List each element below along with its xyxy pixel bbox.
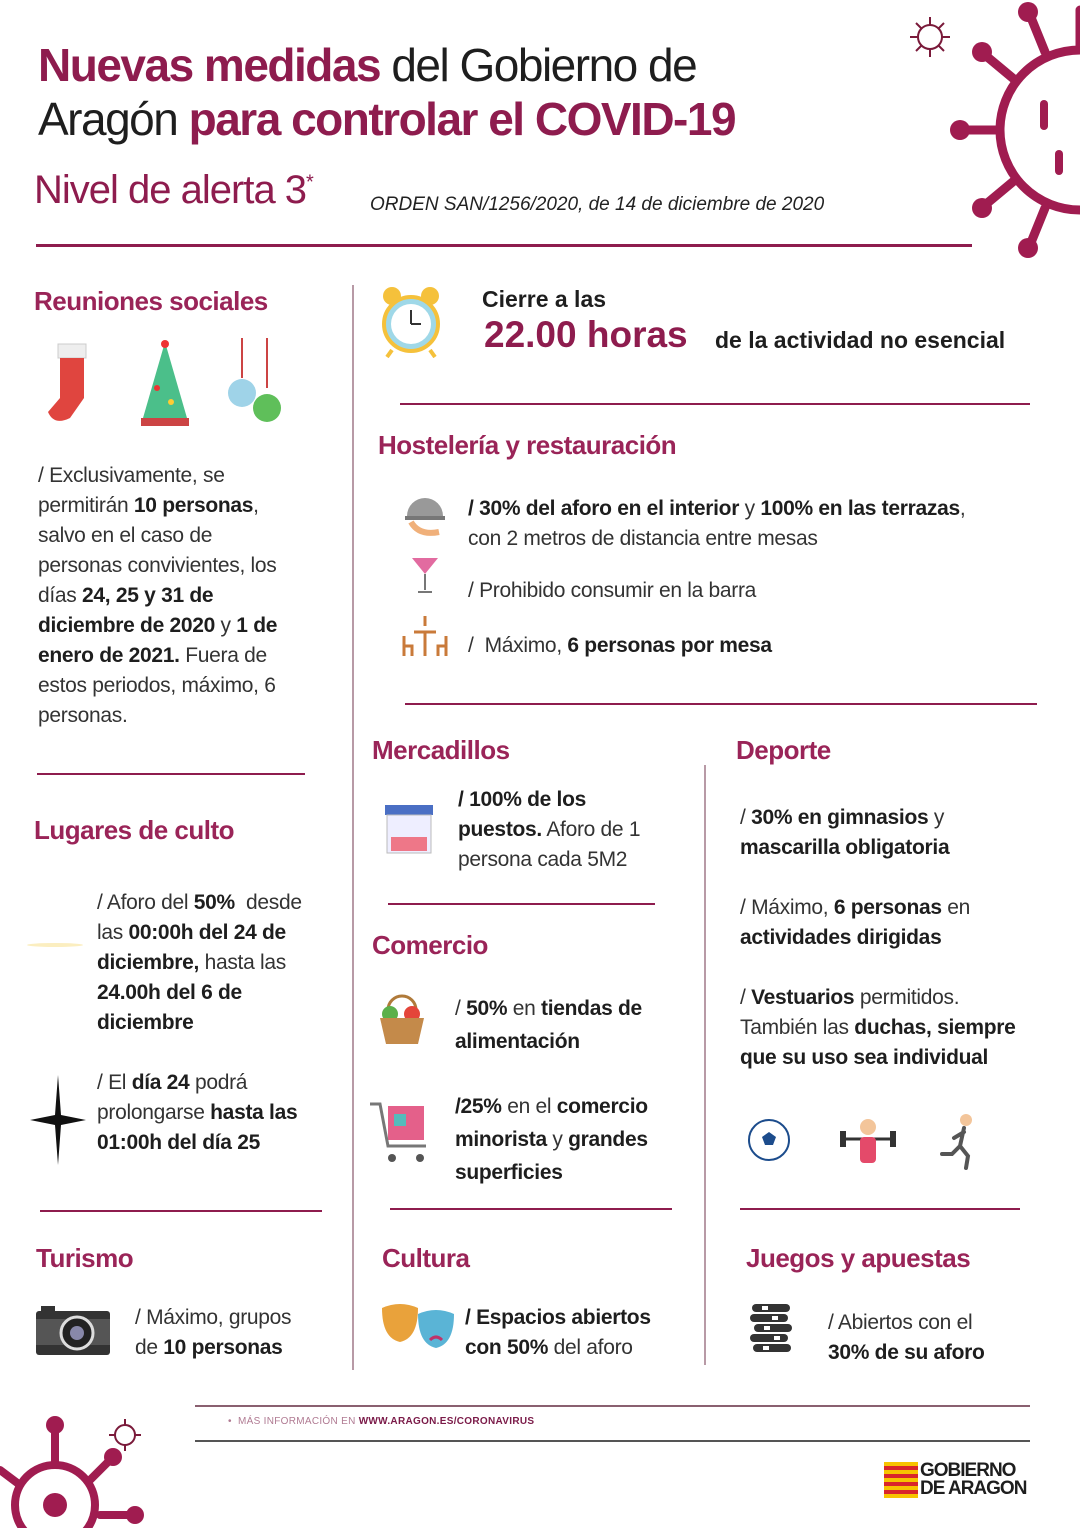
bold-text: actividades dirigidas xyxy=(740,926,942,949)
text: en xyxy=(507,997,542,1020)
text-line xyxy=(455,1025,642,1058)
column-divider-left xyxy=(352,285,354,1370)
text-line xyxy=(468,631,772,661)
text-line xyxy=(828,1308,985,1338)
text: con 2 metros de distancia entre mesas xyxy=(468,527,818,550)
text: , xyxy=(253,494,259,517)
text-line xyxy=(38,93,735,145)
shopping-cart-icon xyxy=(368,1100,432,1166)
text: , xyxy=(959,497,966,520)
reuniones-heading: Reuniones sociales xyxy=(34,286,268,316)
text-line xyxy=(38,491,277,521)
bold-text: / 30% del aforo en el interior xyxy=(468,497,740,520)
text: prolongarse xyxy=(97,1101,211,1124)
text-line xyxy=(38,551,277,581)
text: salvo en el caso de xyxy=(38,524,213,547)
text: / Abiertos con el xyxy=(828,1311,973,1334)
text: en xyxy=(941,896,971,919)
text: y xyxy=(546,1128,569,1151)
deporte-item-2 xyxy=(740,893,970,953)
text: personas convivientes, los xyxy=(38,554,277,577)
mercadillos-heading: Mercadillos xyxy=(372,735,510,765)
text: las xyxy=(97,921,129,944)
text-line xyxy=(468,524,965,554)
bold-text: / 100% de los xyxy=(458,788,586,811)
text-line xyxy=(465,1303,651,1333)
bold-text: 6 personas por mesa xyxy=(567,634,772,657)
bold-text: que su uso sea individual xyxy=(740,1046,989,1069)
logo-line-2: DE ARAGON xyxy=(920,1478,1027,1499)
soccer-ball-icon xyxy=(747,1118,791,1162)
text-line xyxy=(38,521,277,551)
text-line xyxy=(455,992,642,1025)
text: desde xyxy=(234,891,302,914)
text-line xyxy=(740,893,970,923)
text: permitidos. xyxy=(854,986,960,1009)
candle-glow-icon xyxy=(25,925,85,965)
bold-text: alimentación xyxy=(455,1030,580,1053)
text-line xyxy=(97,978,302,1008)
text: / El xyxy=(97,1071,132,1094)
text: / xyxy=(740,986,752,1009)
text: días xyxy=(38,584,83,607)
christmas-stocking-icon xyxy=(44,340,100,426)
bold-text: superficies xyxy=(455,1161,563,1184)
text: Aragón xyxy=(38,93,189,145)
bold-text: mascarilla obligatoria xyxy=(740,836,950,859)
ornaments-icon xyxy=(222,338,284,428)
more-info-link[interactable]: WWW.ARAGON.ES/CORONAVIRUS xyxy=(358,1416,535,1427)
text-line xyxy=(38,461,277,491)
market-stall-icon xyxy=(383,803,435,855)
footer-divider-bottom xyxy=(195,1440,1030,1442)
text: del aforo xyxy=(548,1336,633,1359)
aragon-flag-icon xyxy=(884,1462,918,1498)
text-line xyxy=(135,1303,291,1333)
text: persona cada 5M2 xyxy=(458,848,628,871)
comercio-item-1 xyxy=(455,992,642,1058)
text-line xyxy=(465,1333,651,1363)
turismo-heading: Turismo xyxy=(36,1243,134,1273)
bold-text: hasta las xyxy=(210,1101,298,1124)
comercio-item-2 xyxy=(455,1090,648,1189)
camera-icon xyxy=(35,1305,111,1357)
title-line-1 xyxy=(38,38,696,92)
divider xyxy=(405,703,1037,705)
text-line xyxy=(455,1156,648,1189)
alarm-clock-icon xyxy=(380,284,442,358)
weightlifter-icon xyxy=(838,1115,898,1167)
text: Fuera de xyxy=(179,644,267,667)
casino-chips-icon xyxy=(748,1302,794,1358)
bold-text: diciembre, xyxy=(97,951,200,974)
text-line xyxy=(97,1128,297,1158)
bold-text: /25% xyxy=(455,1095,502,1118)
runner-icon xyxy=(940,1112,980,1170)
text: / Exclusivamente, se xyxy=(38,464,225,487)
text: en el xyxy=(501,1095,557,1118)
text: personas. xyxy=(38,704,128,727)
text-line xyxy=(97,1098,297,1128)
christmas-tree-icon xyxy=(135,338,195,428)
text-line xyxy=(455,1090,648,1123)
text-line xyxy=(828,1338,985,1368)
divider xyxy=(37,773,305,775)
virus-bottom-icon xyxy=(0,1405,150,1528)
text-line xyxy=(455,1123,648,1156)
text-line xyxy=(97,1068,297,1098)
column-divider-right xyxy=(704,765,706,1365)
bold-text: minorista xyxy=(455,1128,547,1151)
text-line xyxy=(97,888,302,918)
text-line xyxy=(458,815,640,845)
bold-text: 30% en gimnasios xyxy=(751,806,929,829)
mercadillos-text xyxy=(458,785,640,875)
bold-text: 10 personas xyxy=(133,494,254,517)
cultura-heading: Cultura xyxy=(382,1243,470,1273)
cierre-line1: Cierre a las xyxy=(482,286,607,312)
theater-masks-icon xyxy=(380,1300,458,1356)
text-line xyxy=(740,923,970,953)
bold-text: día 24 xyxy=(131,1071,190,1094)
text: podrá xyxy=(189,1071,248,1094)
cierre-rest: de la actividad no esencial xyxy=(715,327,1006,353)
bold-text: 24.00h del 6 de xyxy=(97,981,242,1004)
header-divider xyxy=(36,244,972,247)
hosteleria-item-3 xyxy=(468,631,772,661)
bold-text: Nuevas medidas xyxy=(38,39,381,91)
text: Aforo de 1 xyxy=(541,818,641,841)
text-line xyxy=(38,39,696,91)
table-chairs-icon xyxy=(400,612,450,658)
text-line xyxy=(38,701,277,731)
culto-heading: Lugares de culto xyxy=(34,815,235,845)
text: y xyxy=(215,614,237,637)
bold-text: Vestuarios xyxy=(751,986,855,1009)
alert-level xyxy=(34,168,313,213)
bold-text: 00:00h del 24 de xyxy=(128,921,286,944)
juegos-text xyxy=(828,1308,985,1368)
logo-line-1: GOBIERNO xyxy=(920,1460,1016,1481)
text-line xyxy=(97,1008,302,1038)
text-line xyxy=(468,494,965,524)
alert-level-text: Nivel de alerta 3 xyxy=(34,168,307,212)
text-line xyxy=(740,833,949,863)
text: / xyxy=(455,997,467,1020)
text: / Máximo, grupos xyxy=(135,1306,292,1329)
bold-text: 100% en las terrazas xyxy=(760,497,960,520)
deporte-item-3 xyxy=(740,983,1016,1073)
bold-text: 24, 25 y 31 de xyxy=(82,584,214,607)
text: hasta las xyxy=(199,951,286,974)
cierre-time: 22.00 horas xyxy=(484,314,688,355)
divider xyxy=(388,903,655,905)
bold-text: puestos. xyxy=(458,818,542,841)
divider xyxy=(40,1210,322,1212)
text: del Gobierno de xyxy=(380,39,697,91)
bold-text: 50% xyxy=(193,891,235,914)
bold-text: diciembre xyxy=(97,1011,194,1034)
text-line xyxy=(97,948,302,978)
title-line-2 xyxy=(38,92,735,146)
food-cloche-icon xyxy=(403,492,447,540)
text-line xyxy=(97,918,302,948)
bold-text: tiendas de xyxy=(541,997,642,1020)
text-line xyxy=(740,983,1016,1013)
hosteleria-item-2 xyxy=(468,576,756,606)
star-icon xyxy=(30,1075,86,1165)
reuniones-text xyxy=(38,461,277,731)
deporte-heading: Deporte xyxy=(736,735,831,765)
order-reference: ORDEN SAN/1256/2020, de 14 de diciembre de 2020 xyxy=(370,194,825,215)
divider xyxy=(400,403,1030,405)
deporte-item-1 xyxy=(740,803,949,863)
text: de xyxy=(135,1336,164,1359)
bold-text: con 50% xyxy=(465,1336,549,1359)
asterisk: * xyxy=(306,171,313,194)
text-line xyxy=(135,1333,291,1363)
bold-text: 50% xyxy=(466,997,508,1020)
text-line xyxy=(458,845,640,875)
text: permitirán xyxy=(38,494,134,517)
text-line xyxy=(740,1043,1016,1073)
text-line xyxy=(38,611,277,641)
hosteleria-heading: Hostelería y restauración xyxy=(378,430,677,460)
culto-text-2 xyxy=(97,1068,297,1158)
text-line xyxy=(38,671,277,701)
text-line xyxy=(458,785,640,815)
text-line xyxy=(740,1013,1016,1043)
text-line xyxy=(38,641,277,671)
turismo-text xyxy=(135,1303,291,1363)
bold-text: comercio xyxy=(556,1095,648,1118)
bold-text: grandes xyxy=(568,1128,648,1151)
culto-text-1 xyxy=(97,888,302,1038)
text: / Aforo del xyxy=(97,891,194,914)
cultura-text xyxy=(465,1303,651,1363)
juegos-heading: Juegos y apuestas xyxy=(746,1243,971,1273)
text: / Máximo, xyxy=(740,896,834,919)
more-info: • MÁS INFORMACIÓN EN WWW.ARAGON.ES/CORONAVIRUS xyxy=(228,1416,535,1427)
text-line xyxy=(38,581,277,611)
comercio-heading: Comercio xyxy=(372,930,488,960)
bold-text: 1 de xyxy=(236,614,278,637)
virus-large-icon xyxy=(945,0,1080,265)
gobierno-aragon-logo xyxy=(884,1462,1026,1498)
cocktail-icon xyxy=(410,550,440,596)
text: / Máximo, xyxy=(468,634,568,657)
bold-text: 6 personas xyxy=(833,896,942,919)
text: y xyxy=(739,497,761,520)
bold-text: diciembre de 2020 xyxy=(38,614,215,637)
text-line xyxy=(468,576,756,606)
divider xyxy=(740,1208,1020,1210)
bold-text: enero de 2021. xyxy=(38,644,180,667)
bold-text: para controlar el COVID-19 xyxy=(188,93,736,145)
text: / xyxy=(740,806,752,829)
bold-text: 30% de su aforo xyxy=(828,1341,985,1364)
text: / Prohibido consumir en la barra xyxy=(468,579,757,602)
text: estos periodos, máximo, 6 xyxy=(38,674,276,697)
hosteleria-item-1 xyxy=(468,494,965,554)
more-info-label: MÁS INFORMACIÓN EN xyxy=(237,1416,359,1427)
bold-text: 01:00h del día 25 xyxy=(97,1131,260,1154)
divider xyxy=(390,1208,672,1210)
footer-divider-top xyxy=(195,1405,1030,1407)
bold-text: 10 personas xyxy=(163,1336,283,1359)
grocery-basket-icon xyxy=(376,990,428,1048)
text-line xyxy=(740,803,949,833)
text: y xyxy=(928,806,945,829)
text: También las xyxy=(740,1016,855,1039)
bold-text: duchas, siempre xyxy=(854,1016,1016,1039)
bold-text: / Espacios abiertos xyxy=(465,1306,651,1329)
